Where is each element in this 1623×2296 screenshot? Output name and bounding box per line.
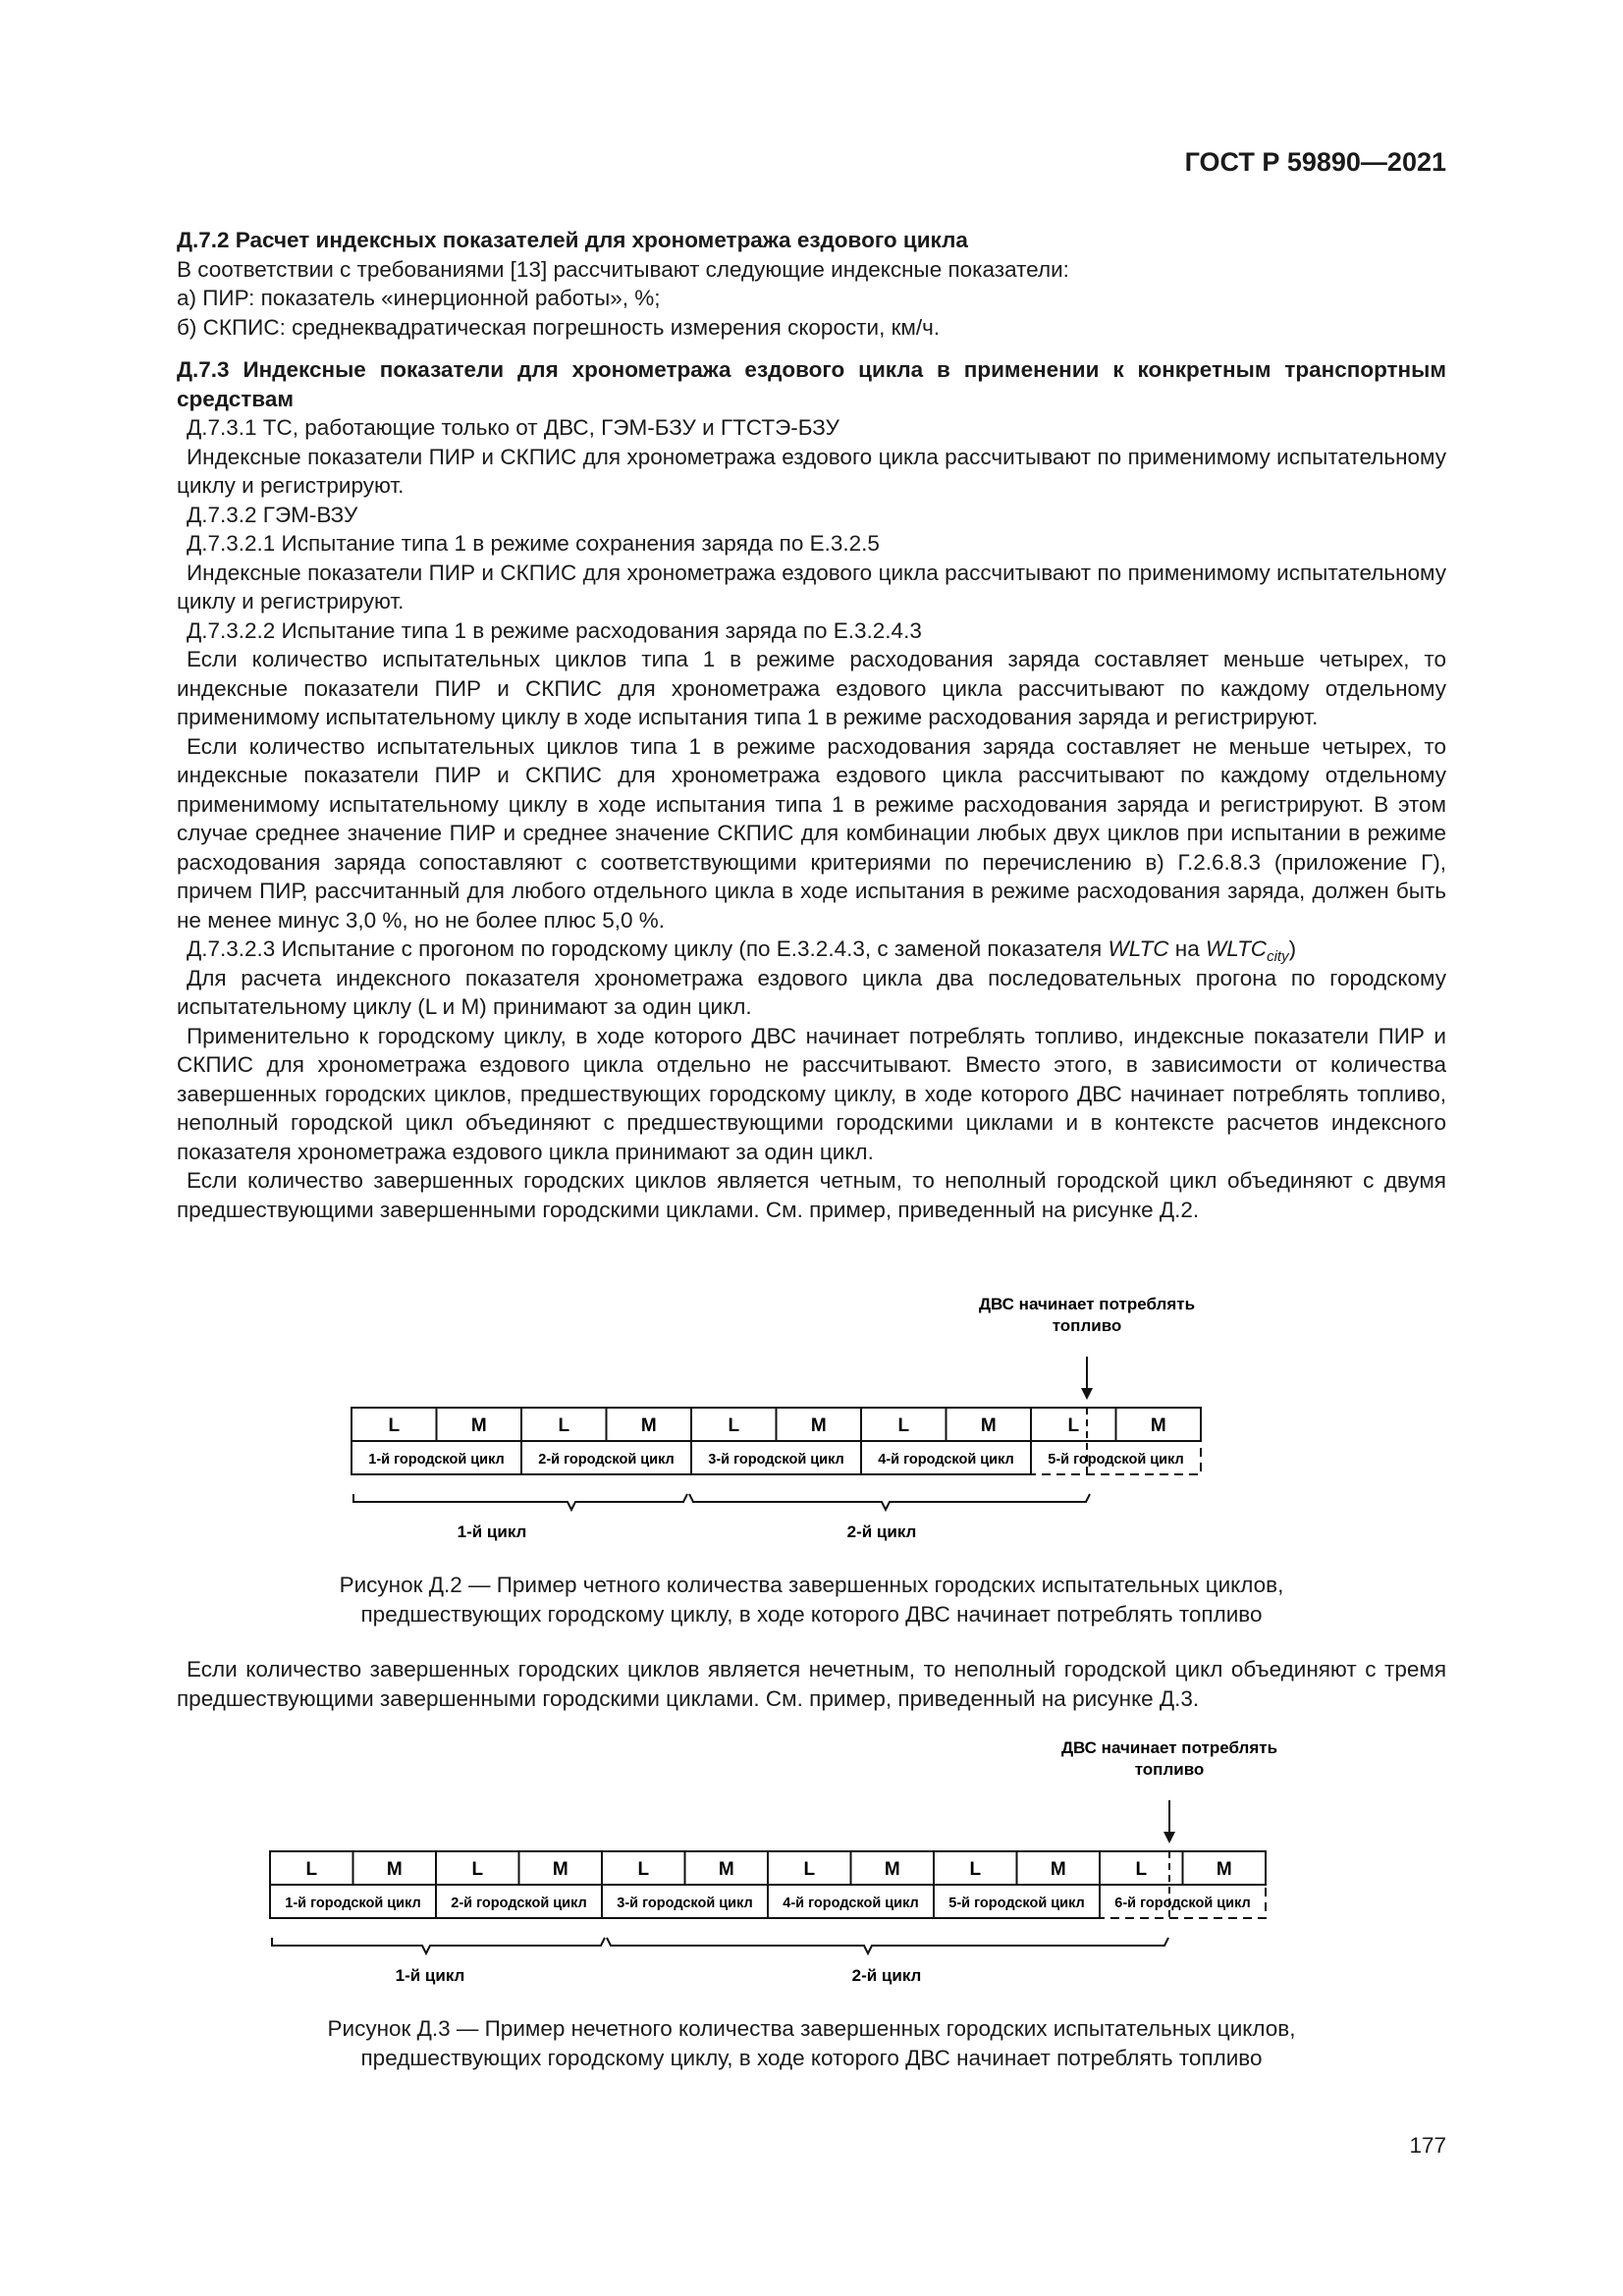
page-number: 177 [1409, 2133, 1446, 2158]
subsection-title-d732: Д.7.3.2 ГЭМ-ВЗУ [187, 502, 358, 527]
list-item: б) СКПИС: среднеквадратическая погрешность измерения скорости, км/ч. [177, 314, 941, 340]
segment-label: L [897, 1415, 910, 1436]
wltc-city-symbol [1205, 936, 1289, 965]
figure-d3-caption [177, 2014, 1446, 2073]
wltc-subscript: city [1267, 948, 1289, 965]
segment-label: M [810, 1415, 827, 1436]
segment-label: L [969, 1859, 982, 1880]
caption-line: Рисунок Д.2 — Пример четного количества завершенных городских испытательных циклов, [339, 1573, 1284, 1597]
group-label-1: 1-й цикл [457, 1522, 527, 1541]
annotation-line2: топливо [1134, 1760, 1205, 1779]
group-label-1: 1-й цикл [395, 1966, 465, 1985]
brace-2 [689, 1494, 1090, 1510]
subsection-title-d7322: Д.7.3.2.2 Испытание типа 1 в режиме расходования заряда по Е.3.2.4.3 [187, 617, 922, 643]
segment-label: L [1135, 1859, 1148, 1880]
wltc-base: WLTC [1205, 936, 1268, 961]
segment-label: L [728, 1415, 740, 1436]
subsection-title-d731: Д.7.3.1 ТС, работающие только от ДВС, ГЭМ-БЗУ и ГТСТЭ-БЗУ [187, 415, 839, 440]
cycle-label: 1-й городской цикл [368, 1452, 505, 1468]
subsection-title-d7323 [177, 934, 1446, 964]
cycle-label: 6-й городской цикл [1114, 1896, 1251, 1911]
segment-label: M [1150, 1415, 1166, 1436]
segment-label: L [803, 1859, 816, 1880]
paragraph: Применительно к городскому циклу, в ходе которого ДВС начинает потреблять топливо, индексные показатели ПИР и СКПИС для хронометража ездового цикла отдельно не рассчитывают. Вместо этого, в зависимости от количества завершенных городских циклов, предшествующих городскому циклу, в ходе которого ДВС начинает потреблять топливо, неполный городской цикл объединяют с предшествующими городскими циклами и в контексте расчетов индексного показателя хронометража ездового цикла принимают за один цикл. [177, 1023, 1446, 1164]
annotation-line1: ДВС начинает потреблять [1060, 1738, 1278, 1757]
group-braces [353, 1494, 1090, 1510]
segment-label: M [1050, 1859, 1066, 1880]
segment-label: M [386, 1859, 403, 1880]
paragraph: В соответствии с требованиями [13] рассчитывают следующие индексные показатели: [177, 256, 1069, 282]
paragraph: Если количество испытательных циклов типа 1 в режиме расходования заряда составляет меньше четырех, то индексные показатели ПИР и СКПИС для хронометража ездового цикла рассчитывают по каждому отдельному применимому испытательному циклу в ходе испытания типа 1 в режиме расходования заряда и регистрируют. [177, 647, 1446, 729]
segment-label: L [471, 1859, 484, 1880]
brace-1 [272, 1938, 605, 1953]
group-label-2: 2-й цикл [846, 1522, 917, 1541]
segment-label: M [1216, 1859, 1232, 1880]
cycle-label: 4-й городской цикл [878, 1452, 1014, 1468]
segment-label: M [884, 1859, 900, 1880]
title-suffix: ) [1288, 936, 1297, 961]
paragraph: Для расчета индексного показателя хронометража ездового цикла два последовательных прогона по городскому испытательному циклу (L и M) принимают за один цикл. [177, 965, 1446, 1019]
arrow-head [1081, 1388, 1093, 1400]
section-title-d72: Д.7.2 Расчет индексных показателей для хронометража ездового цикла [177, 228, 968, 252]
section-title-d73: Д.7.3 Индексные показатели для хронометража ездового цикла в применении к конкретным транспортным средствам [177, 357, 1446, 411]
paragraph: Если количество испытательных циклов типа 1 в режиме расходования заряда составляет не меньше четырех, то индексные показатели ПИР и СКПИС для хронометража ездового цикла рассчитывают по каждому отдельному применимому испытательному циклу в ходе испытания типа 1 в режиме расходования заряда и регистрируют. В этом случае среднее значение ПИР и среднее значение СКПИС для комбинации любых двух циклов при испытании в режиме расходования заряда сопоставляют с соответствующими критериями по перечислению в) Г.2.6.8.3 (приложение Г), причем ПИР, рассчитанный для любого отдельного цикла в ходе испытания в режиме расходования заряда, должен быть не менее минус 3,0 %, но не более плюс 5,0 %. [177, 733, 1446, 933]
arrow-head [1163, 1832, 1175, 1843]
group-label-2: 2-й цикл [851, 1966, 922, 1985]
figure-d3 [0, 1730, 1623, 1990]
annotation-line1: ДВС начинает потреблять [978, 1295, 1196, 1313]
document-standard-number: ГОСТ Р 59890—2021 [1184, 147, 1446, 177]
segment-label: M [718, 1859, 734, 1880]
subsection-title-d7321: Д.7.3.2.1 Испытание типа 1 в режиме сохранения заряда по Е.3.2.5 [187, 531, 880, 556]
cycle-label: 5-й городской цикл [1048, 1452, 1184, 1468]
list-item: а) ПИР: показатель «инерционной работы», %; [177, 286, 661, 310]
caption-line: предшествующих городскому циклу, в ходе которого ДВС начинает потреблять топливо [360, 2046, 1263, 2070]
wltc-symbol: WLTC [1108, 936, 1169, 961]
figure-d3-diagram [0, 1730, 1623, 1985]
segment-label: L [637, 1859, 650, 1880]
cycle-label: 2-й городской цикл [451, 1896, 587, 1911]
paragraph: Если количество завершенных городских циклов является четным, то неполный городской цикл объединяют с двумя предшествующими завершенными городскими циклами. См. пример, приведенный на рисунке Д.2. [177, 1168, 1446, 1222]
figure-d2 [0, 1286, 1623, 1546]
brace-1 [353, 1494, 687, 1510]
annotation-line2: топливо [1052, 1316, 1122, 1335]
title-prefix: Д.7.3.2.3 Испытание с прогоном по городскому циклу (по Е.3.2.4.3, с заменой показателя [187, 936, 1109, 961]
cycle-label: 1-й городской цикл [285, 1896, 421, 1911]
caption-line: предшествующих городскому циклу, в ходе которого ДВС начинает потреблять топливо [360, 1602, 1263, 1627]
cycle-label: 3-й городской цикл [617, 1896, 753, 1911]
segment-label: L [558, 1415, 570, 1436]
main-text [177, 226, 1446, 1224]
cycle-row [352, 1441, 1201, 1474]
segment-label: M [552, 1859, 568, 1880]
figure-d2-caption [177, 1571, 1446, 1629]
cycle-label: 4-й городской цикл [783, 1896, 919, 1911]
paragraph: Индексные показатели ПИР и СКПИС для хронометража ездового цикла рассчитывают по применимому испытательному циклу и регистрируют. [177, 444, 1446, 498]
segment-label: M [980, 1415, 997, 1436]
group-braces [272, 1938, 1168, 1953]
main-text-continued [177, 1655, 1446, 1713]
cycle-row [270, 1885, 1266, 1918]
caption-line: Рисунок Д.3 — Пример нечетного количества завершенных городских испытательных циклов, [327, 2016, 1296, 2041]
paragraph: Если количество завершенных городских циклов является нечетным, то неполный городской цикл объединяют с тремя предшествующими завершенными городскими циклами. См. пример, приведенный на рисунке Д.3. [177, 1657, 1446, 1711]
cycle-label: 3-й городской цикл [708, 1452, 844, 1468]
title-mid: на [1168, 936, 1206, 961]
paragraph: Индексные показатели ПИР и СКПИС для хронометража ездового цикла рассчитывают по применимому испытательному циклу и регистрируют. [177, 560, 1446, 614]
segment-label: L [305, 1859, 318, 1880]
cycle-label: 5-й городской цикл [948, 1896, 1085, 1911]
segment-label: L [388, 1415, 401, 1436]
segment-label: L [1067, 1415, 1080, 1436]
figure-d2-diagram [0, 1286, 1623, 1541]
segment-label: M [470, 1415, 487, 1436]
brace-2 [607, 1938, 1168, 1953]
segment-label: M [640, 1415, 657, 1436]
cycle-label: 2-й городской цикл [538, 1452, 675, 1468]
